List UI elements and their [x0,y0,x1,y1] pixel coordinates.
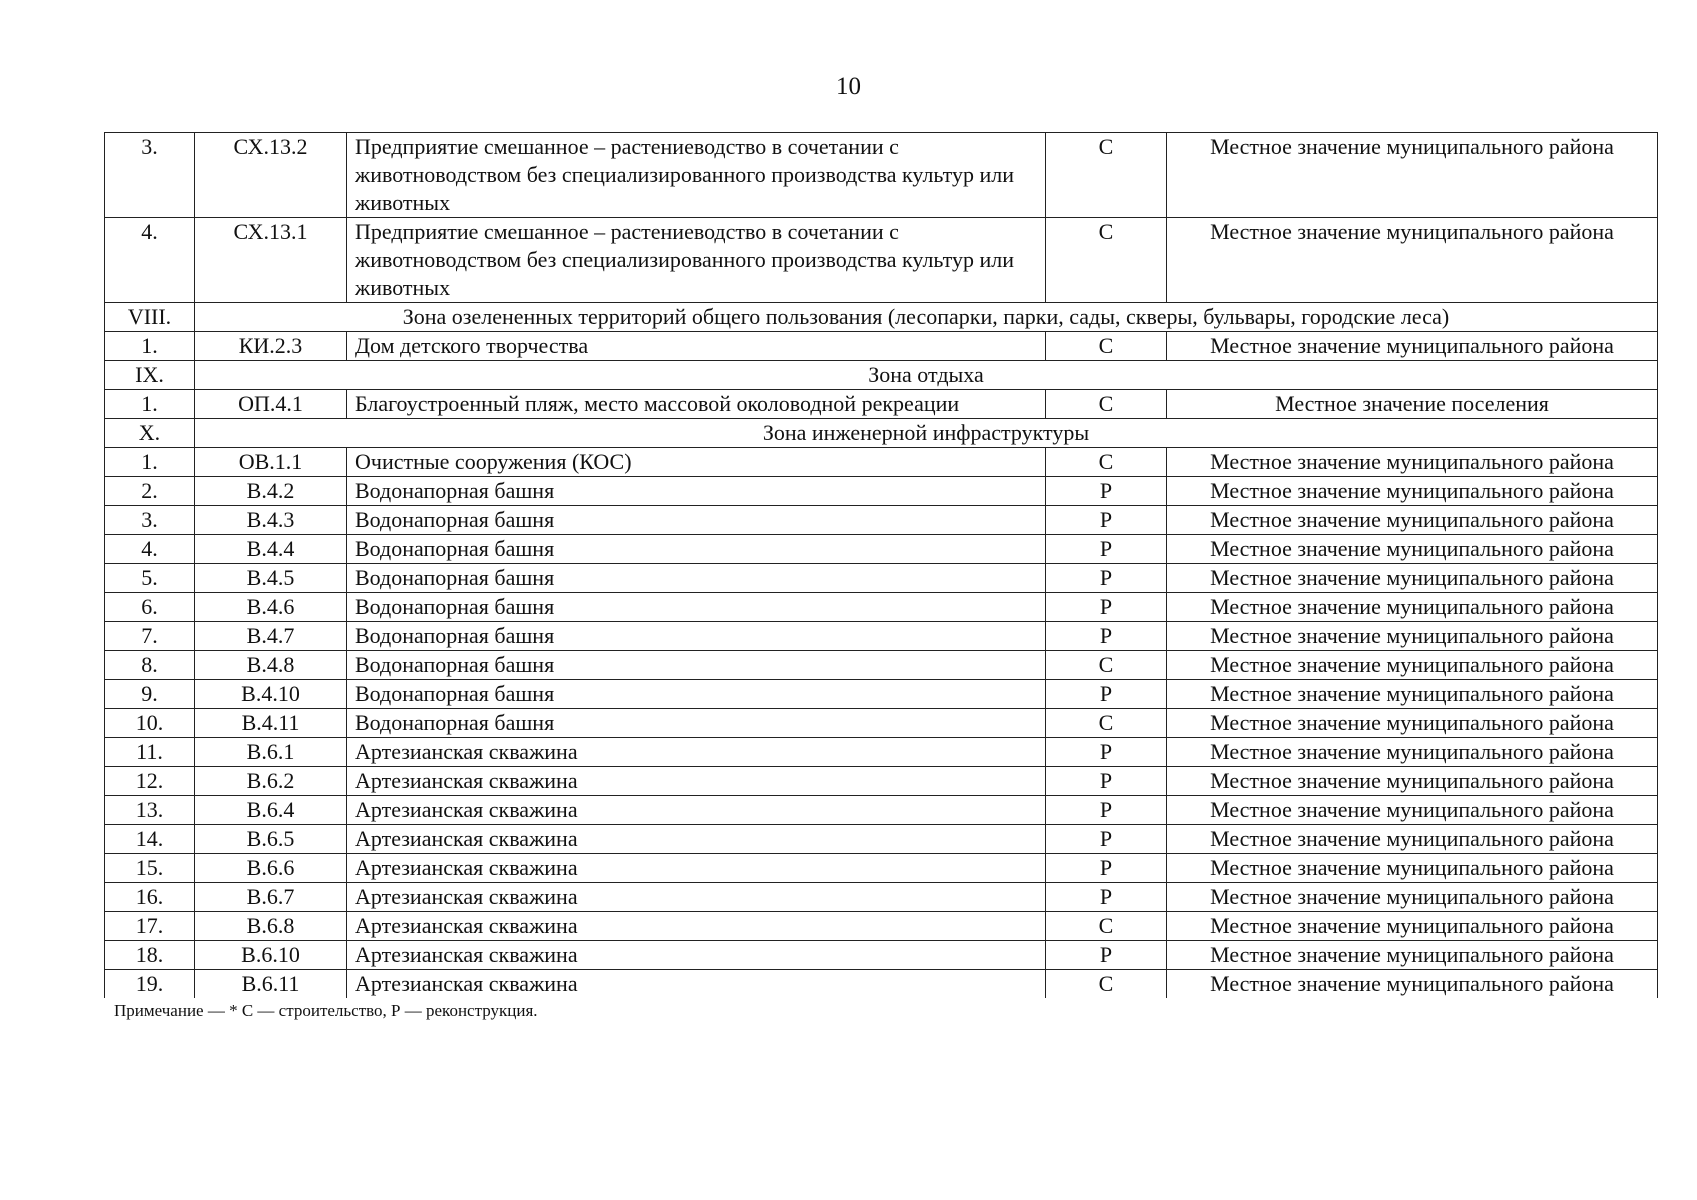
section-title: Зона отдыха [195,361,1658,390]
object-significance: Местное значение муниципального района [1167,738,1658,767]
object-significance: Местное значение муниципального района [1167,912,1658,941]
row-number: 19. [105,970,195,999]
object-description: Артезианская скважина [347,767,1046,796]
section-title: Зона озелененных территорий общего пользования (лесопарки, парки, сады, скверы, бульвары, городские леса) [195,303,1658,332]
object-description: Артезианская скважина [347,738,1046,767]
object-code: ОВ.1.1 [195,448,347,477]
action-type: Р [1046,767,1167,796]
row-number: 15. [105,854,195,883]
action-type: Р [1046,593,1167,622]
object-description: Артезианская скважина [347,883,1046,912]
row-number: 18. [105,941,195,970]
object-code: В.6.1 [195,738,347,767]
row-number: 4. [105,218,195,303]
object-description: Очистные сооружения (КОС) [347,448,1046,477]
object-significance: Местное значение муниципального района [1167,970,1658,999]
row-number: 14. [105,825,195,854]
object-description: Водонапорная башня [347,709,1046,738]
object-code: В.6.6 [195,854,347,883]
object-significance: Местное значение муниципального района [1167,448,1658,477]
section-title: Зона инженерной инфраструктуры [195,419,1658,448]
row-number: 3. [105,133,195,218]
row-number: 7. [105,622,195,651]
row-number: 8. [105,651,195,680]
object-significance: Местное значение муниципального района [1167,796,1658,825]
table-body [105,133,1658,999]
table-row [105,941,1658,970]
table-row [105,622,1658,651]
object-description: Артезианская скважина [347,796,1046,825]
object-code: СХ.13.1 [195,218,347,303]
table-row [105,390,1658,419]
table-row [105,506,1658,535]
action-type: Р [1046,564,1167,593]
action-type: С [1046,218,1167,303]
object-code: В.4.3 [195,506,347,535]
row-number: 5. [105,564,195,593]
object-significance: Местное значение муниципального района [1167,825,1658,854]
action-type: Р [1046,854,1167,883]
object-significance: Местное значение муниципального района [1167,332,1658,361]
row-number: 16. [105,883,195,912]
action-type: Р [1046,506,1167,535]
row-number: 1. [105,448,195,477]
table-row [105,448,1658,477]
object-significance: Местное значение муниципального района [1167,564,1658,593]
section-header-row [105,419,1658,448]
footnote: Примечание — * С — строительство, Р — реконструкция. [114,1001,538,1020]
object-code: В.4.8 [195,651,347,680]
section-header-row [105,361,1658,390]
object-description: Дом детского творчества [347,332,1046,361]
table-row [105,218,1658,303]
object-description: Артезианская скважина [347,912,1046,941]
row-number: 4. [105,535,195,564]
object-code: В.4.7 [195,622,347,651]
object-description: Артезианская скважина [347,970,1046,999]
page-number: 10 [836,73,861,100]
action-type: С [1046,390,1167,419]
object-description: Артезианская скважина [347,854,1046,883]
object-significance: Местное значение муниципального района [1167,941,1658,970]
object-description: Водонапорная башня [347,564,1046,593]
action-type: Р [1046,941,1167,970]
object-significance: Местное значение поселения [1167,390,1658,419]
table-row [105,564,1658,593]
object-description: Водонапорная башня [347,622,1046,651]
object-code: В.6.7 [195,883,347,912]
section-number: VIII. [105,303,195,332]
row-number: 10. [105,709,195,738]
table-row [105,535,1658,564]
object-significance: Местное значение муниципального района [1167,622,1658,651]
object-code: ОП.4.1 [195,390,347,419]
action-type: С [1046,133,1167,218]
row-number: 1. [105,390,195,419]
row-number: 2. [105,477,195,506]
section-number: IX. [105,361,195,390]
table-row [105,133,1658,218]
row-number: 17. [105,912,195,941]
action-type: С [1046,709,1167,738]
table-row [105,883,1658,912]
table-row [105,709,1658,738]
table-row [105,796,1658,825]
table-row [105,593,1658,622]
action-type: С [1046,970,1167,999]
table-row [105,825,1658,854]
object-code: В.6.4 [195,796,347,825]
object-significance: Местное значение муниципального района [1167,133,1658,218]
object-code: В.4.2 [195,477,347,506]
object-significance: Местное значение муниципального района [1167,218,1658,303]
table-row [105,332,1658,361]
table-row [105,912,1658,941]
object-code: В.6.5 [195,825,347,854]
object-significance: Местное значение муниципального района [1167,709,1658,738]
row-number: 12. [105,767,195,796]
object-significance: Местное значение муниципального района [1167,883,1658,912]
action-type: Р [1046,796,1167,825]
object-significance: Местное значение муниципального района [1167,767,1658,796]
object-description: Водонапорная башня [347,680,1046,709]
action-type: Р [1046,477,1167,506]
object-description: Водонапорная башня [347,651,1046,680]
object-description: Водонапорная башня [347,535,1046,564]
action-type: С [1046,651,1167,680]
table-row [105,477,1658,506]
object-code: В.6.10 [195,941,347,970]
object-significance: Местное значение муниципального района [1167,680,1658,709]
object-description: Водонапорная башня [347,593,1046,622]
table-row [105,854,1658,883]
section-number: X. [105,419,195,448]
object-code: В.4.4 [195,535,347,564]
object-description: Предприятие смешанное – растениеводство в сочетании с животноводством без специализированного производства культур или животных [347,133,1046,218]
object-significance: Местное значение муниципального района [1167,854,1658,883]
row-number: 1. [105,332,195,361]
action-type: Р [1046,622,1167,651]
action-type: Р [1046,825,1167,854]
object-code: В.4.10 [195,680,347,709]
action-type: Р [1046,680,1167,709]
action-type: С [1046,332,1167,361]
object-code: СХ.13.2 [195,133,347,218]
table-row [105,738,1658,767]
object-description: Предприятие смешанное – растениеводство в сочетании с животноводством без специализированного производства культур или животных [347,218,1046,303]
object-description: Артезианская скважина [347,941,1046,970]
object-code: В.6.8 [195,912,347,941]
object-description: Водонапорная башня [347,506,1046,535]
action-type: С [1046,912,1167,941]
object-significance: Местное значение муниципального района [1167,506,1658,535]
object-code: В.4.6 [195,593,347,622]
object-significance: Местное значение муниципального района [1167,535,1658,564]
table-row [105,680,1658,709]
row-number: 13. [105,796,195,825]
object-code: В.6.11 [195,970,347,999]
action-type: Р [1046,535,1167,564]
objects-table [104,132,1658,998]
object-code: В.4.11 [195,709,347,738]
action-type: Р [1046,883,1167,912]
table-row [105,651,1658,680]
action-type: С [1046,448,1167,477]
table-row [105,767,1658,796]
object-code: КИ.2.3 [195,332,347,361]
row-number: 11. [105,738,195,767]
row-number: 3. [105,506,195,535]
object-significance: Местное значение муниципального района [1167,477,1658,506]
object-description: Артезианская скважина [347,825,1046,854]
object-description: Благоустроенный пляж, место массовой околоводной рекреации [347,390,1046,419]
row-number: 9. [105,680,195,709]
object-code: В.6.2 [195,767,347,796]
object-significance: Местное значение муниципального района [1167,593,1658,622]
row-number: 6. [105,593,195,622]
section-header-row [105,303,1658,332]
object-code: В.4.5 [195,564,347,593]
object-description: Водонапорная башня [347,477,1046,506]
table-row [105,970,1658,999]
object-significance: Местное значение муниципального района [1167,651,1658,680]
action-type: Р [1046,738,1167,767]
